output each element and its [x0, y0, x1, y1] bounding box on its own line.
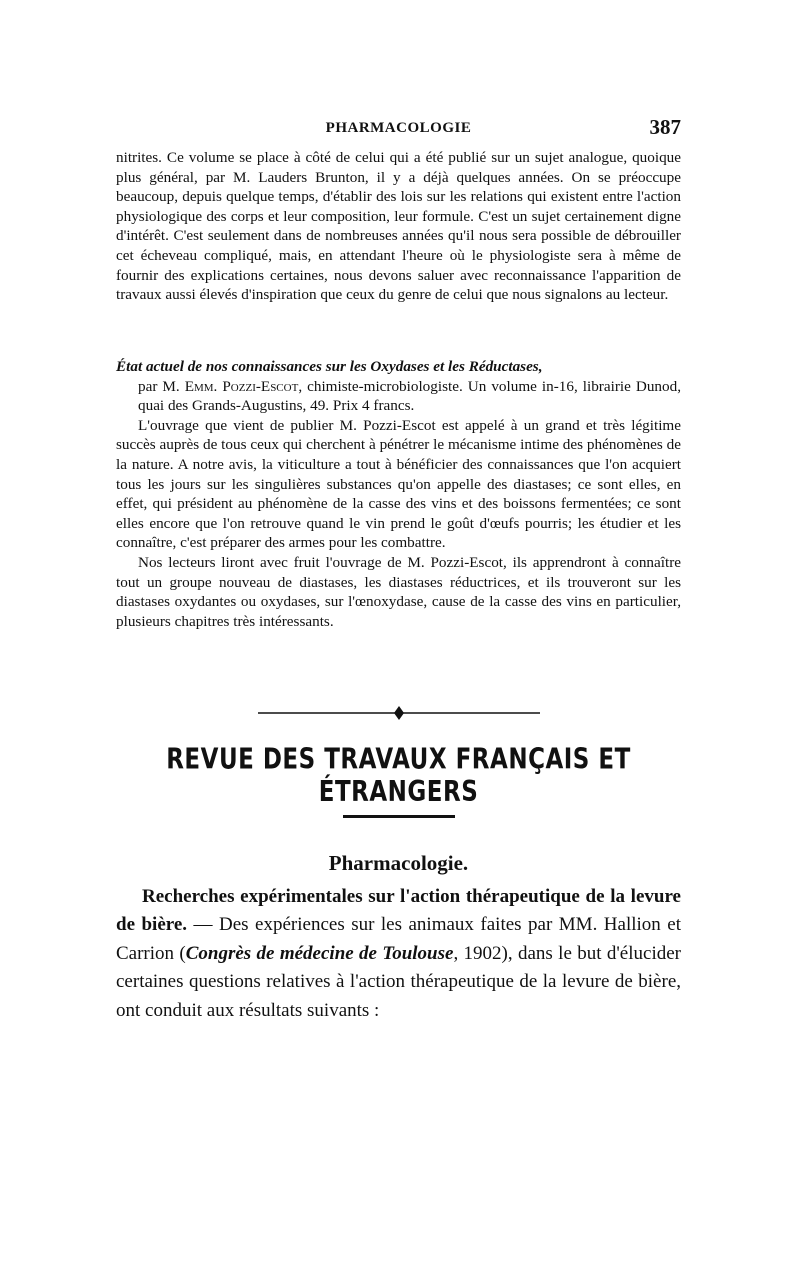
review-title: État actuel de nos connaissances sur les Oxydases et les Réductases, — [116, 358, 543, 375]
intro-paragraph: nitrites. Ce volume se place à côté de celui qui a été publié sur un sujet analogue, quoique plus général, par M. Lauders Brunton, il y a déjà quelques années. On se préoccupe beaucoup, depuis quelque temps, d'établir des lois sur les relations qui existent entre l'action physiologique des corps et leur composition, leur formule. C'est un sujet certainement digne d'intérêt. C'est seulement dans de nombreuses années qu'il nous sera possible de débrouiller cet écheveau compliqué, mais, en attendant l'heure où le physiologiste sera à même de fournir des explications certaines, nous devons saluer avec reconnaissance l'apparition de travaux aussi élevés d'inspiration que ceux du genre de celui que nous signalons au lecteur. — [116, 149, 681, 304]
book-review — [116, 357, 681, 631]
review-by: par M. — [138, 377, 180, 395]
section-title: REVUE DES TRAVAUX FRANÇAIS ET ÉTRANGERS — [166, 743, 631, 809]
article-text-1: — Des expériences sur les animaux faites par MM. Hallion et Carrion ( — [116, 914, 681, 964]
running-head: PHARMACOLOGIE — [325, 120, 472, 136]
article-text-2: , 1902), dans le but d'élucider certaines questions relatives à l'action thérapeutique de la levure de bière, ont conduit aux résultats suivants : — [116, 942, 681, 1021]
review-author: Emm. Pozzi-Escot — [184, 377, 299, 395]
review-entry — [116, 357, 681, 416]
review-details: , chimiste-microbiologiste. Un volume in-16, librairie Dunod, quai des Grands-Augustins, 49. Prix 4 francs. — [138, 377, 681, 415]
review-paragraph-1: L'ouvrage que vient de publier M. Pozzi-Escot est appelé à un grand et très légitime succès auprès de tous ceux qui cherchent à pénétrer le mécanisme intime des phénomènes de la nature. A notre avis, la viticulture a tout à bénéficier des connaissances que l'on acquiert tous les jours sur les singulières substances qu'on appelle des diastases; ce sont elles, en effet, qui président au phénomène de la casse des vins et des boissons fermentées; ce sont elles encore que l'on retrouve quand le vin prend le goût d'œufs pourris; les étudier et les connaître, c'est préparer des armes pour les combattre. — [116, 416, 681, 552]
page-header — [116, 115, 681, 145]
article-heading: Recherches expérimentales sur l'action thérapeutique de la levure de bière. — [116, 886, 681, 936]
page-number: 387 — [649, 115, 681, 139]
ornament-divider — [258, 703, 540, 723]
article — [116, 883, 681, 1025]
article-citation: Congrès de médecine de Toulouse — [185, 942, 454, 964]
title-rule — [343, 815, 455, 818]
section-subheading: Pharmacologie. — [328, 851, 469, 875]
article-paragraph — [116, 883, 681, 1025]
review-paragraph-2: Nos lecteurs liront avec fruit l'ouvrage de M. Pozzi-Escot, ils apprendront à connaître tout un groupe nouveau de diastases, les diastases réductrices, et ils trouveront sur les diastases oxydantes ou oxydases, sur l'œnoxydase, cause de la casse des vins en particulier, plusieurs chapitres très intéressants. — [116, 553, 681, 630]
